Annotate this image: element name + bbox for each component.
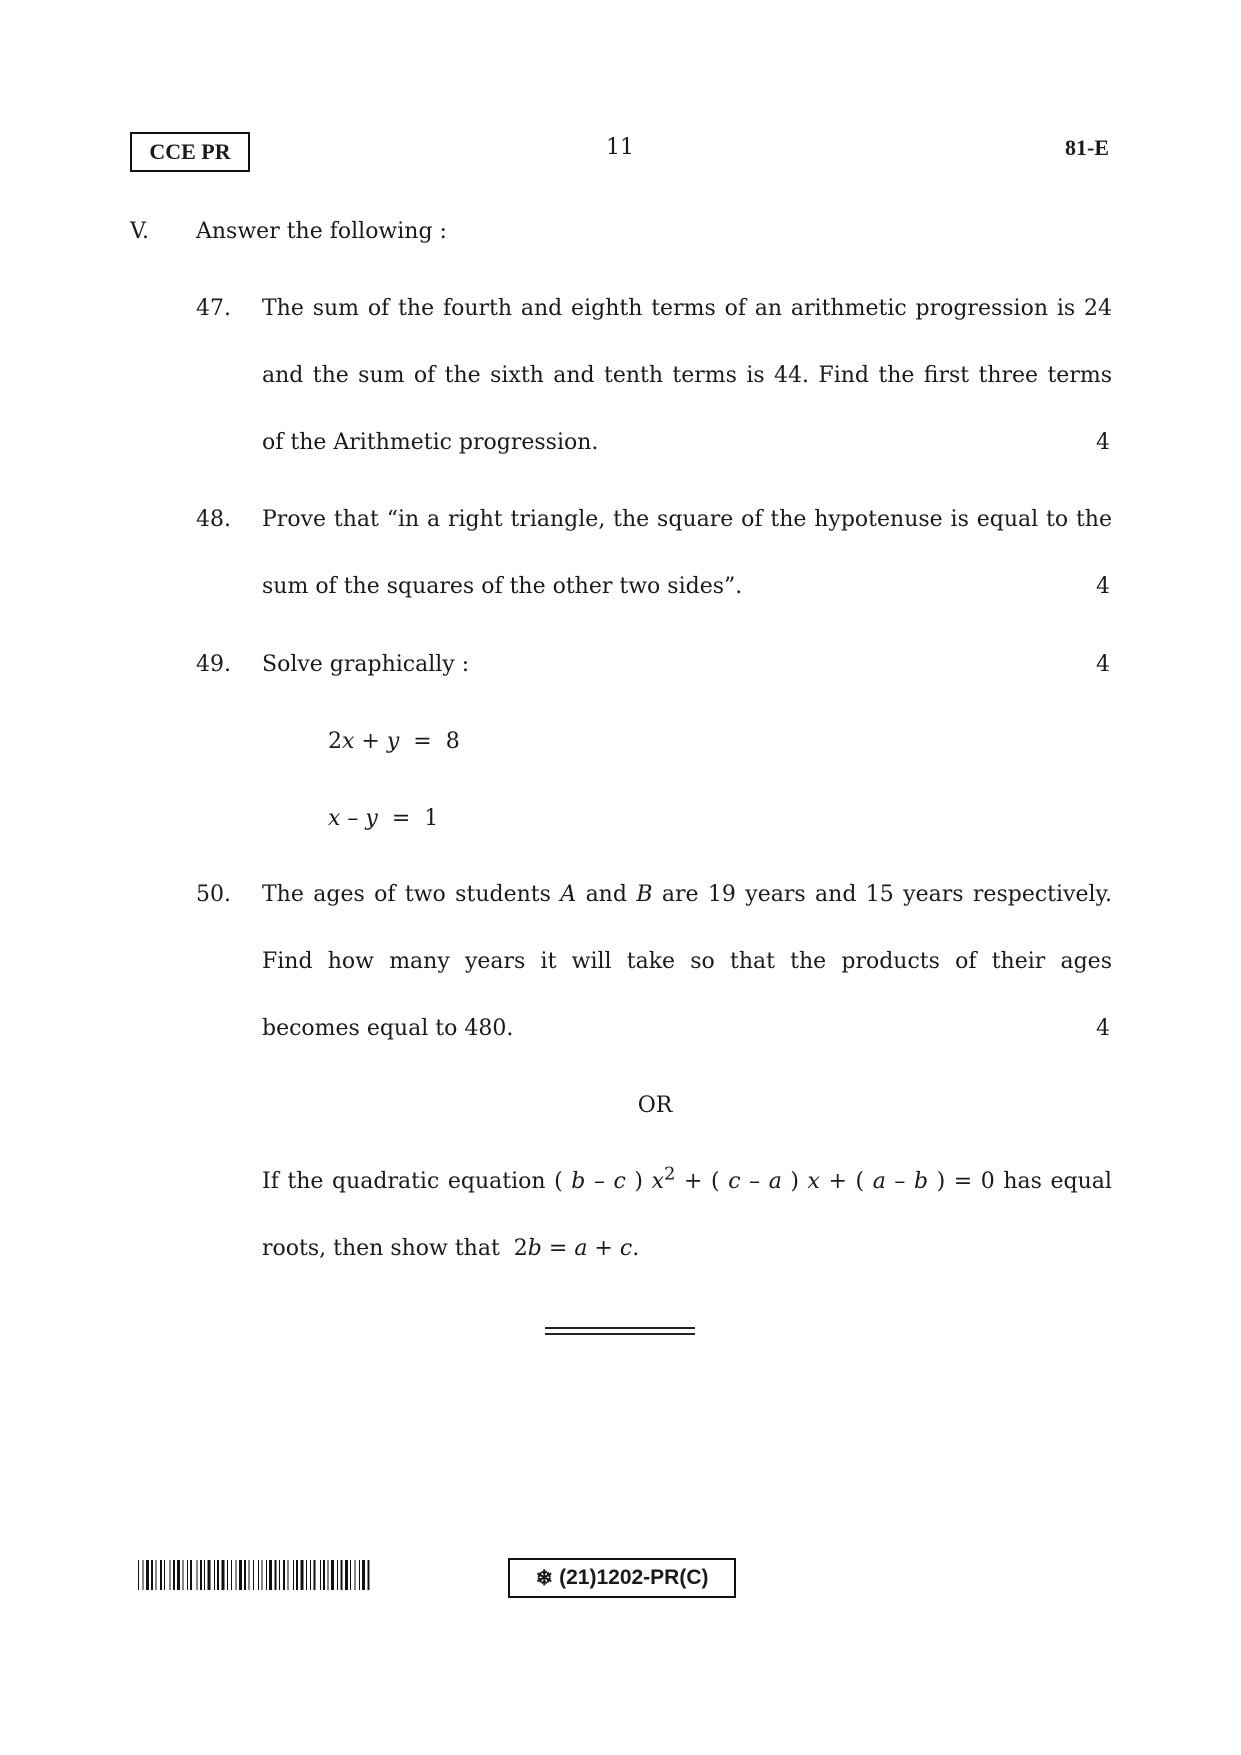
- q47-marks: 4: [1096, 430, 1110, 455]
- q47-number: 47.: [196, 296, 231, 321]
- section-instruction: Answer the following :: [196, 219, 447, 244]
- q49-equation-1: 2x + y = 8: [328, 729, 460, 754]
- q48-marks: 4: [1096, 574, 1110, 599]
- q49-marks: 4: [1096, 652, 1110, 677]
- footer-code-box: [508, 1558, 736, 1598]
- q48-number: 48.: [196, 507, 231, 532]
- q50-alt-line2: roots, then show that 2b = a + c.: [262, 1236, 640, 1261]
- q47-line3: of the Arithmetic progression.: [262, 430, 599, 455]
- q50-alt-line1: If the quadratic equation ( b – c ) $x^2$ + ( c – a ) x + ( a – b ) = 0 has equal: [262, 1163, 1112, 1194]
- footer-code: (21)1202-PR(C): [559, 1566, 709, 1589]
- or-separator: OR: [637, 1093, 673, 1118]
- barcode-graphic: [138, 1560, 370, 1590]
- section-roman: V.: [130, 219, 150, 244]
- header-code: CCE PR: [149, 139, 231, 164]
- q49-line1: Solve graphically :: [262, 652, 470, 677]
- page-number: 11: [606, 135, 634, 160]
- q50-marks: 4: [1096, 1016, 1110, 1041]
- q47-line2: and the sum of the sixth and tenth terms is 44. Find the first three terms: [262, 363, 1112, 388]
- q48-line1: Prove that “in a right triangle, the square of the hypotenuse is equal to the: [262, 507, 1112, 532]
- q50-line1: The ages of two students A and B are 19 years and 15 years respectively.: [262, 882, 1113, 907]
- q50-line3: becomes equal to 480.: [262, 1016, 514, 1041]
- q49-number: 49.: [196, 652, 231, 677]
- q50-number: 50.: [196, 882, 231, 907]
- snowflake-icon: ❄: [535, 1566, 554, 1590]
- q50-line2: Find how many years it will take so that the products of their ages: [262, 949, 1112, 974]
- q47-line1: The sum of the fourth and eighth terms of an arithmetic progression is 24: [262, 296, 1112, 321]
- paper-code: 81-E: [1065, 135, 1109, 160]
- header-code-box: [130, 132, 250, 172]
- end-double-rule: [545, 1327, 695, 1335]
- q48-line2: sum of the squares of the other two sides”.: [262, 574, 743, 599]
- q49-equation-2: x – y = 1: [328, 806, 439, 831]
